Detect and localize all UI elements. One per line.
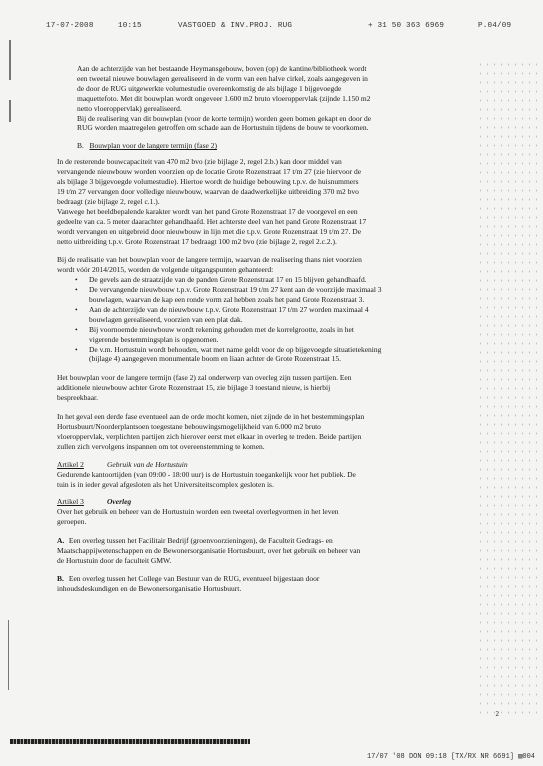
text-line: Gedurende kantoortijden (van 09:00 - 18:00 uur) is de Hortustuin toegankelijk voor het publiek. De [57, 469, 356, 479]
text-line: vloeroppervlak, verplichten partijen zich hierover eerst met elkaar in overleg te treden. Beide partijen [57, 431, 362, 441]
text-line: In het geval een derde fase eventueel aan de orde mocht komen, niet zijnde de in het bestemmingsplan [57, 412, 365, 422]
condition-item [77, 305, 477, 325]
document-body [57, 64, 477, 602]
section-b-title: Bouwplan voor de langere termijn (fase 2) [89, 141, 217, 151]
text-line: Maatschappijwetenschappen en de Bewonersorganisatie Hortusbuurt, over het gebruik en beheer van [57, 546, 361, 556]
paragraph-b1 [57, 157, 477, 246]
article-2-body [57, 470, 477, 490]
text-line: een tweetal nieuwe bouwlagen gerealiseerd in de vorm van een halve cirkel, zoals aangegeven in [77, 73, 368, 83]
text-line: zullen zich vervolgens inspannen om tot overeenstemming te komen. [57, 441, 265, 451]
scan-margin-mark [9, 100, 11, 122]
text-line: additionele nieuwbouw achter Grote Rozenstraat 15, zie bijlage 3 toestand nieuw, is hierbij [57, 383, 331, 393]
article-3-number: Artikel 3 [57, 497, 84, 507]
condition-item [77, 285, 477, 305]
text-line: Vanwege het beeldbepalende karakter wordt van het pand Grote Rozenstraat 17 de voorgevel en een [57, 206, 358, 216]
condition-item [77, 275, 477, 285]
text-line: tuin is in ieder geval afgesloten als het Universiteitscomplex gesloten is. [57, 479, 274, 489]
intro-paragraph [57, 64, 477, 133]
text-line: • Bij voornoemde nieuwbouw wordt rekening gehouden met de korrelgrootte, zoals in het [89, 324, 354, 334]
text-line: Over het gebruik en beheer van de Hortustuin worden een tweetal overlegvormen in het leven [57, 507, 339, 517]
text-line: als bijlage 3 bijgevoegde volumestudie). Hiertoe wordt de huidige bebouwing t.p.v. de huisnummers [57, 177, 359, 187]
text-line: RUG worden maatregelen getroffen om schade aan de Hortustuin tijdens de bouw te voorkomen. [77, 123, 369, 133]
text-line: wordt vervangen en uitgebreid door nieuwbouw in lijn met die t.p.v. Grote Rozenstraat 19 t/m 27. De [57, 226, 362, 236]
scan-margin-mark [9, 40, 11, 80]
article-2-title: Gebruik van de Hortustuin [107, 459, 188, 469]
fax-sender: VASTGOED & INV.PROJ. RUG [178, 22, 293, 30]
article-3-items [57, 536, 477, 594]
text-line: vervangende nieuwbouw worden voorzien op de locatie Grote Rozenstraat 17 t/m 27 (zie hiervoor de [57, 167, 362, 177]
article-2-heading [57, 460, 477, 470]
overleg-item [57, 574, 477, 594]
overleg-item [57, 536, 477, 566]
text-line: vigerende bestemmingsplan is opgenomen. [89, 334, 219, 344]
section-b-letter: B. [77, 141, 84, 151]
scan-margin-mark [8, 620, 9, 690]
text-line: B. Een overleg tussen het College van Bestuur van de RUG, eventueel bijgestaan door [57, 573, 320, 583]
text-line: bedraagt (zie bijlage 2, regel c.1.). [57, 196, 160, 206]
fax-noise [477, 60, 537, 720]
text-line: de Hortustuin door de faculteit GMW. [57, 555, 172, 565]
fax-phone: + 31 50 363 6969 [368, 22, 445, 30]
fax-scan-strip [10, 739, 250, 744]
text-line: • De v.m. Hortustuin wordt behouden, wat met name geldt voor de op bijgevoegde situatietekening [89, 344, 382, 354]
text-line: Het bouwplan voor de langere termijn (fase 2) zal onderwerp van overleg zijn tussen partijen. Een [57, 373, 352, 383]
paragraph-b3 [57, 373, 477, 403]
article-3-heading [57, 497, 477, 507]
article-3-title: Overleg [107, 497, 132, 507]
overleg-item-label: B. [57, 573, 64, 583]
section-b-heading [57, 141, 477, 151]
text-line: wordt vóór 2014/2015, worden de volgende uitgangspunten gehanteerd: [57, 265, 274, 275]
text-line: Aan de achterzijde van het bestaande Heymansgebouw, boven (op) de kantine/bibliotheek wordt [77, 64, 367, 73]
text-line: netto vloeroppervlak) gerealiseerd. [77, 103, 182, 113]
text-line: Bij de realisering van dit bouwplan (voor de korte termijn) worden geen bomen gekapt en door de [77, 113, 372, 123]
text-line: (bijlage 4) aangegeven monumentale boom en liaan achter de Grote Rozenstraat 15. [89, 354, 341, 364]
text-line: bespreekbaar. [57, 393, 99, 403]
text-line: • De gevels aan de straatzijde van de panden Grote Rozenstraat 17 en 15 blijven gehandhaafd. [89, 275, 367, 285]
condition-item [77, 325, 477, 345]
paragraph-b4 [57, 412, 477, 452]
paragraph-b2 [57, 255, 477, 275]
article-2-number: Artikel 2 [57, 459, 84, 469]
overleg-item-label: A. [57, 536, 65, 546]
text-line: bouwlagen gerealiseerd, voorzien van een plat dak. [89, 314, 243, 324]
fax-time: 10:15 [118, 22, 142, 30]
page-marker: 2 [495, 710, 499, 718]
fax-date: 17-07-2008 [46, 22, 94, 30]
text-line: Hortusbuurt/Noorderplantsoen toegestane bebouwingsmogelijkheid van 6.000 m2 bruto [57, 422, 321, 431]
fax-page: P.04/09 [478, 22, 512, 30]
text-line: de door de RUG uitgewerkte volumestudie overeenkomstig de als bijlage 1 bijgevoegde [77, 83, 342, 93]
text-line: maquettefoto. Met dit bouwplan wordt ongeveer 1.600 m2 bruto vloeroppervlak (zijnde 1.150 m2 [77, 93, 371, 103]
text-line: bouwlagen, waarvan de kap een ronde vorm zal hebben zoals het pand Grote Rozenstraat 3. [89, 295, 365, 305]
condition-item [77, 345, 477, 365]
text-line: gedeelte van ca. 5 meter daarachter gehandhaafd. Het achterste deel van het pand Grote Rozenstraat 17 [57, 216, 367, 226]
text-line: A. Een overleg tussen het Facilitair Bedrijf (groenvoorzieningen), de Faculteit Gedrags- en [57, 536, 333, 546]
text-line: • De vervangende nieuwbouw t.p.v. Grote Rozenstraat 19 t/m 27 kent aan de voorzijde maximaal 3 [89, 285, 382, 295]
fax-footer: 17/07 '08 DON 09:18 [TX/RX NR 6691] ▨004 [366, 753, 535, 761]
text-line: In de resterende bouwcapaciteit van 470 m2 bvo (zie bijlage 2, regel 2.b.) kan door middel van [57, 157, 342, 167]
text-line: netto uitbreiding t.p.v. Grote Rozenstraat 17 bedraagt 100 m2 bvo (zie bijlage 2, regel 2.c.2.). [57, 236, 337, 246]
text-line: • Aan de achterzijde van de nieuwbouw t.p.v. Grote Rozenstraat 17 t/m 27 worden maximaal 4 [89, 304, 369, 314]
conditions-list [57, 275, 477, 364]
text-line: inhoudsdeskundigen en de Bewonersorganisatie Hortusbuurt. [57, 583, 242, 593]
text-line: Bij de realisatie van het bouwplan voor de langere termijn, waarvan de realisering thans niet voorzien [57, 255, 362, 265]
text-line: 19 t/m 27 vervangen door volledige nieuwbouw, waarvan de daadwerkelijke uitbreiding 370 m2 bvo [57, 186, 359, 196]
article-3-body [57, 507, 477, 527]
text-line: geroepen. [57, 517, 87, 527]
fax-header [46, 22, 525, 36]
